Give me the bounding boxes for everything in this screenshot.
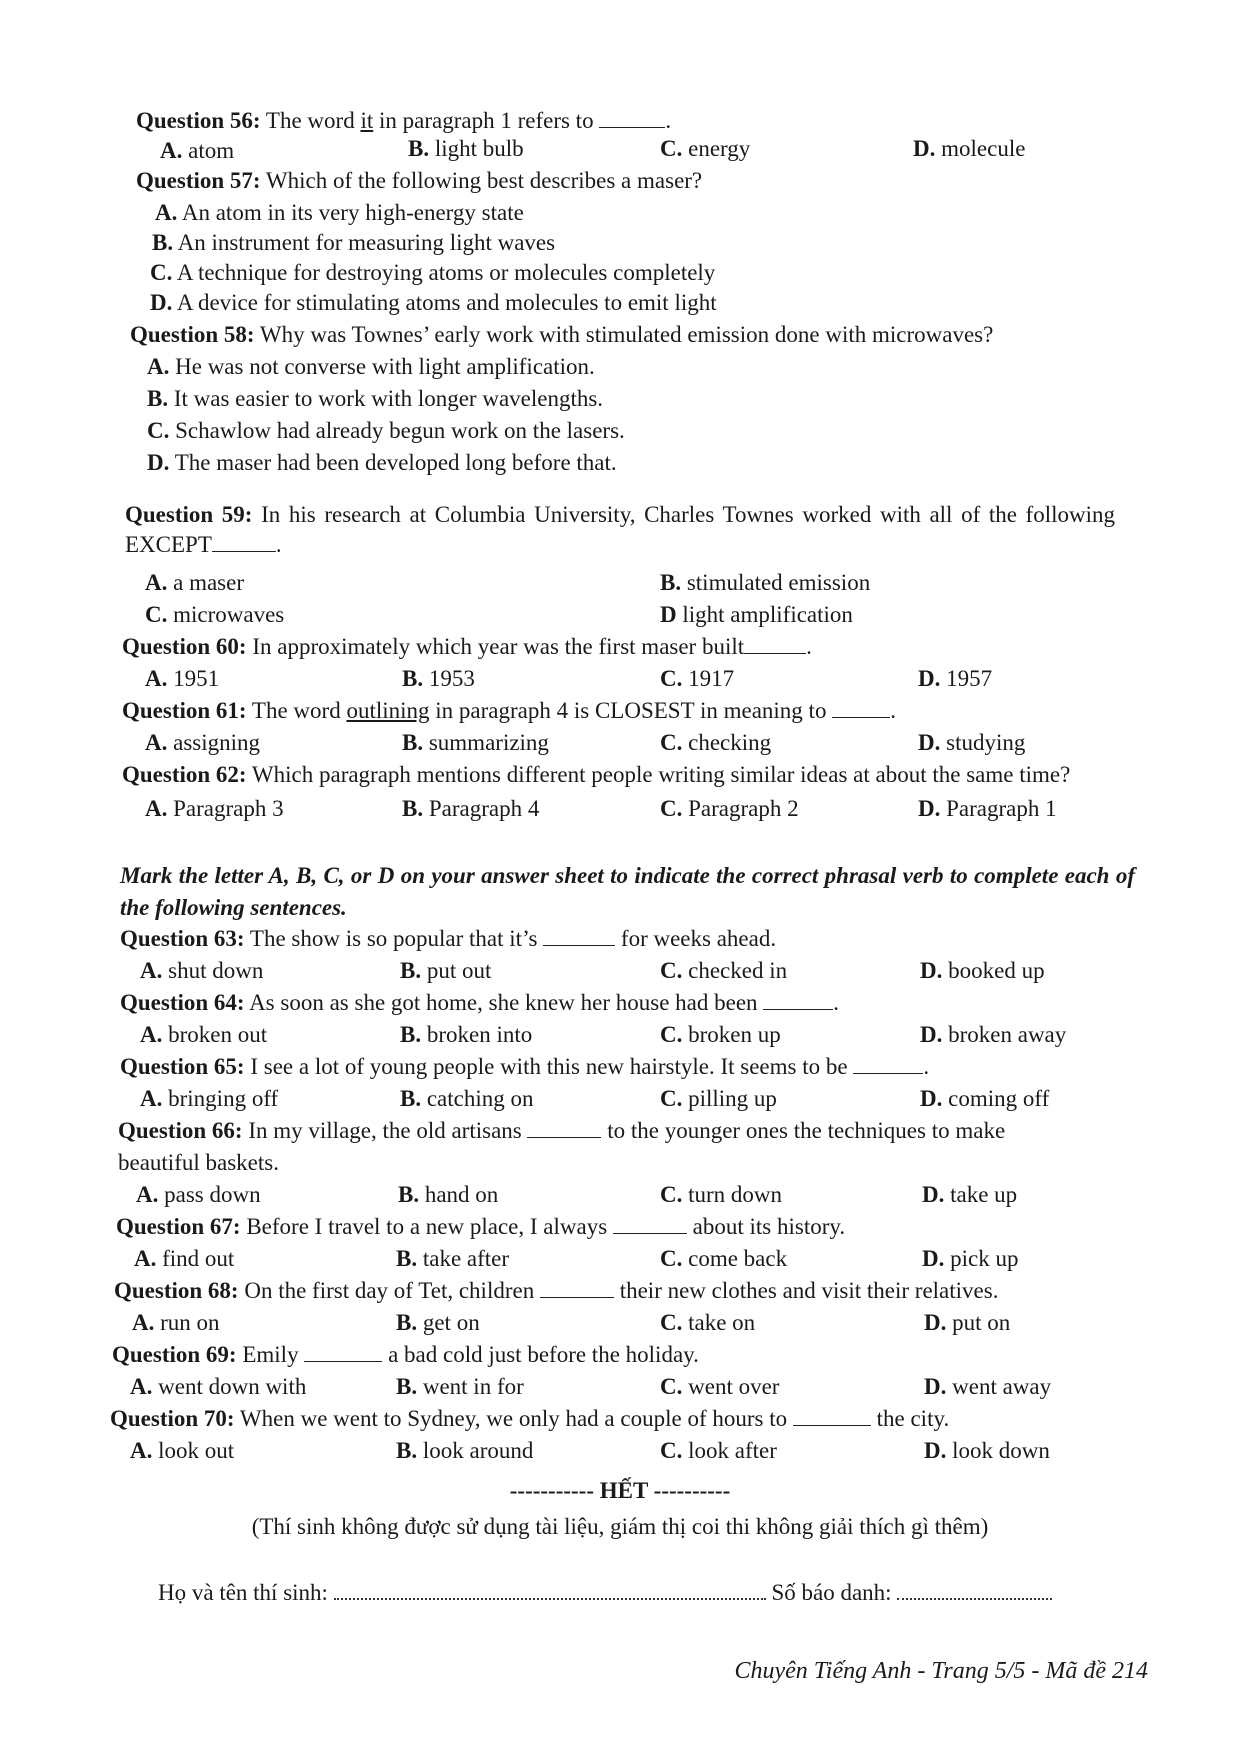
answer-blank: [763, 991, 833, 1010]
option-c: C. broken up: [660, 1022, 781, 1047]
question-60: Question 60: In approximately which year was the first maser built .: [122, 634, 812, 659]
option-a: A. look out: [130, 1438, 235, 1463]
option-a: A. Paragraph 3: [145, 796, 284, 821]
option-b: B. hand on: [398, 1182, 499, 1207]
option-a: A. An atom in its very high-energy state: [155, 200, 524, 225]
question-70: Question 70: When we went to Sydney, we only had a couple of hours to the city.: [110, 1406, 950, 1431]
answer-blank: [599, 109, 665, 128]
answer-blank: [744, 635, 806, 654]
answer-blank: [543, 927, 615, 946]
question-61: Question 61: The word outlining in paragraph 4 is CLOSEST in meaning to .: [122, 698, 896, 723]
option-b: B. stimulated emission: [660, 570, 871, 595]
option-b: B. summarizing: [402, 730, 549, 755]
option-b: B. light bulb: [408, 136, 524, 161]
option-a: A. shut down: [140, 958, 264, 983]
question-63: Question 63: The show is so popular that it’s for weeks ahead.: [120, 926, 777, 951]
option-c: C. look after: [660, 1438, 777, 1463]
option-c: C. pilling up: [660, 1086, 777, 1111]
section-instruction: Mark the letter A, B, C, or D on your answer sheet to indicate the correct phrasal verb to complete each of the following sentences.: [120, 863, 1135, 920]
option-a: A. run on: [132, 1310, 220, 1335]
option-d: D. went away: [924, 1374, 1052, 1399]
option-c: C. checking: [660, 730, 772, 755]
option-a: A. find out: [134, 1246, 235, 1271]
option-d: D. look down: [924, 1438, 1050, 1463]
option-d: D. studying: [918, 730, 1026, 755]
option-c: C. went over: [660, 1374, 780, 1399]
question-69: Question 69: Emily a bad cold just before the holiday.: [112, 1342, 699, 1367]
option-b: B. put out: [400, 958, 492, 983]
option-d: D. booked up: [920, 958, 1045, 983]
option-c: C. 1917: [660, 666, 735, 691]
option-d: D. take up: [922, 1182, 1018, 1207]
answer-blank: [540, 1279, 614, 1298]
option-d: D light amplification: [660, 602, 853, 627]
question-62: Question 62: Which paragraph mentions different people writing similar ideas at about the same time?: [122, 762, 1071, 787]
option-b: B. went in for: [396, 1374, 524, 1399]
option-c: C. Paragraph 2: [660, 796, 799, 821]
question-65: Question 65: I see a lot of young people with this new hairstyle. It seems to be .: [120, 1054, 930, 1079]
option-b: B. catching on: [400, 1086, 534, 1111]
answer-blank: [304, 1343, 382, 1362]
question-68: Question 68: On the first day of Tet, children their new clothes and visit their relatives.: [114, 1278, 999, 1303]
page-footer: Chuyên Tiếng Anh - Trang 5/5 - Mã đề 214: [734, 1658, 1148, 1684]
question-66: Question 66: In my village, the old artisans to the younger ones the techniques to make: [118, 1118, 1006, 1143]
question-58: Question 58: Why was Townes’ early work with stimulated emission done with microwaves?: [130, 322, 994, 347]
answer-blank: [793, 1407, 871, 1426]
question-56: Question 56: The word it in paragraph 1 refers to .: [136, 108, 672, 133]
question-66-continued: beautiful baskets.: [118, 1150, 279, 1175]
option-b: B. Paragraph 4: [402, 796, 540, 821]
option-c: C. checked in: [660, 958, 788, 983]
option-a: A. He was not converse with light amplification.: [147, 354, 595, 379]
option-b: B. An instrument for measuring light waves: [152, 230, 556, 255]
question-64: Question 64: As soon as she got home, she knew her house had been .: [120, 990, 840, 1015]
option-d: D. 1957: [918, 666, 993, 691]
option-c: C. A technique for destroying atoms or molecules completely: [150, 260, 716, 285]
question-57: Question 57: Which of the following best describes a maser?: [136, 168, 703, 193]
exam-note: (Thí sinh không được sử dụng tài liệu, giám thị coi thi không giải thích gì thêm): [251, 1514, 989, 1539]
option-d: D. pick up: [922, 1246, 1019, 1271]
option-b: B. broken into: [400, 1022, 533, 1047]
option-b: B. get on: [396, 1310, 480, 1335]
option-a: A. bringing off: [140, 1086, 279, 1111]
option-c: C. turn down: [660, 1182, 783, 1207]
name-field: [334, 1580, 766, 1600]
question-67: Question 67: Before I travel to a new place, I always about its history.: [116, 1214, 846, 1239]
option-d: D. A device for stimulating atoms and molecules to emit light: [150, 290, 717, 315]
option-a: A. a maser: [145, 570, 245, 595]
end-marker: ----------- HẾT ----------: [509, 1478, 731, 1503]
option-a: A. atom: [160, 138, 235, 163]
option-a: A. broken out: [140, 1022, 268, 1047]
name-label: Họ và tên thí sinh:: [158, 1580, 334, 1605]
option-d: D. coming off: [920, 1086, 1050, 1111]
option-a: A. went down with: [130, 1374, 307, 1399]
option-c: C. energy: [660, 136, 751, 161]
option-a: A. pass down: [136, 1182, 261, 1207]
option-c: C. come back: [660, 1246, 788, 1271]
question-59: Question 59: In his research at Columbia University, Charles Townes worked with all of the following EXCEPT .: [125, 502, 1116, 557]
option-a: A. assigning: [145, 730, 261, 755]
option-c: C. Schawlow had already begun work on the lasers.: [147, 418, 625, 443]
option-d: D. molecule: [913, 136, 1026, 161]
option-c: C. microwaves: [145, 602, 285, 627]
answer-blank: [212, 533, 276, 552]
id-field: [897, 1580, 1052, 1600]
option-d: D. put on: [924, 1310, 1011, 1335]
option-c: C. take on: [660, 1310, 756, 1335]
option-b: B. It was easier to work with longer wavelengths.: [147, 386, 604, 411]
option-a: A. 1951: [145, 666, 220, 691]
answer-blank: [832, 699, 890, 718]
id-label: Số báo danh:: [765, 1580, 898, 1605]
option-b: B. look around: [396, 1438, 534, 1463]
answer-blank: [613, 1215, 687, 1234]
option-d: D. The maser had been developed long before that.: [147, 450, 617, 475]
option-d: D. Paragraph 1: [918, 796, 1057, 821]
answer-blank: [853, 1055, 923, 1074]
option-b: B. take after: [396, 1246, 510, 1271]
answer-blank: [527, 1119, 601, 1138]
option-b: B. 1953: [402, 666, 475, 691]
option-d: D. broken away: [920, 1022, 1067, 1047]
candidate-info-line: [158, 1580, 1052, 1606]
